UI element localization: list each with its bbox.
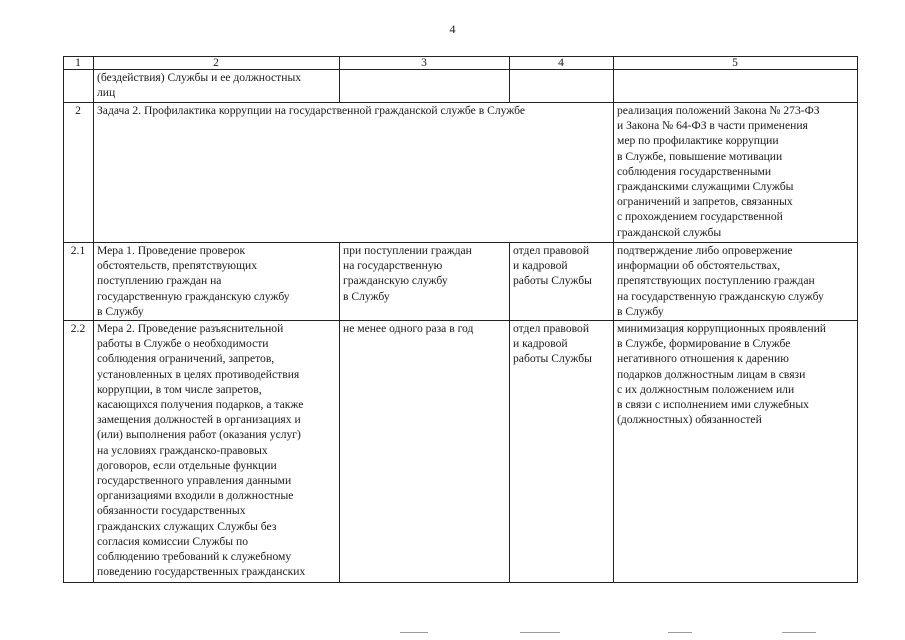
result-cell xyxy=(614,70,858,103)
cell-line: лиц xyxy=(97,86,116,100)
cell-line: касающихся получения подарков, а также xyxy=(97,398,304,412)
header-row xyxy=(64,57,858,70)
cell-line: поступлению граждан на xyxy=(97,274,222,288)
cell-line: реализация положений Закона № 273-ФЗ xyxy=(617,104,820,117)
cell-line: при поступлении граждан xyxy=(343,244,472,257)
scan-mark xyxy=(520,632,560,633)
task-cell: Задача 2. Профилактика коррупции на государственной гражданской службе в Службе xyxy=(94,103,614,243)
cell-line: на условиях гражданско-правовых xyxy=(97,443,268,457)
cell-line: Мера 2. Проведение разъяснительной xyxy=(97,322,284,335)
cell-line: подтверждение либо опровержение xyxy=(617,244,793,257)
measure-cell xyxy=(94,70,340,103)
cell-line: соблюдения государственными xyxy=(617,164,772,178)
cell-line: не менее одного раза в год xyxy=(343,322,474,335)
cell-line: гражданскую службу xyxy=(343,274,448,288)
cell-line: (должностных) обязанностей xyxy=(617,413,762,427)
table-row xyxy=(64,321,858,583)
result-cell xyxy=(614,243,858,321)
cell-line: (бездействия) Службы и ее должностных xyxy=(97,71,302,84)
executor-cell xyxy=(510,321,614,583)
row-number: 2 xyxy=(64,103,94,243)
cell-line: подарков должностным лицам в связи xyxy=(617,367,806,381)
result-cell xyxy=(614,321,858,583)
cell-line: обязанности государственных xyxy=(97,504,246,518)
cell-line: в Службу xyxy=(97,304,144,318)
cell-line: гражданской службы xyxy=(617,225,722,239)
cell-line: и Закона № 64-ФЗ в части применения xyxy=(617,119,808,133)
cell-line: негативного отношения к дарению xyxy=(617,352,789,366)
result-cell xyxy=(614,103,858,243)
cell-line: мер по профилактике коррупции xyxy=(617,134,779,148)
executor-cell xyxy=(510,243,614,321)
cell-line: информации об обстоятельствах, xyxy=(617,259,781,273)
table-row xyxy=(64,243,858,321)
cell-line: в Службу xyxy=(343,289,390,303)
cell-line: обстоятельств, препятствующих xyxy=(97,259,258,273)
cell-line: (или) выполнения работ (оказания услуг) xyxy=(97,428,301,442)
cell-line: коррупции, в том числе запретов, xyxy=(97,382,262,396)
cell-line: соблюдению требований к служебному xyxy=(97,550,292,564)
cell-line: поведению государственных гражданских xyxy=(97,565,306,579)
cell-line: договоров, если отдельные функции xyxy=(97,458,277,472)
cell-line: ограничений и запретов, связанных xyxy=(617,195,793,209)
header-col-5: 5 xyxy=(614,57,858,70)
measure-cell xyxy=(94,243,340,321)
measures-table xyxy=(63,56,858,583)
cell-line: на государственную xyxy=(343,259,443,273)
row-number: 2.2 xyxy=(64,321,94,583)
cell-line: Мера 1. Проведение проверок xyxy=(97,244,246,257)
measure-cell xyxy=(94,321,340,583)
cell-line: установленных в целях противодействия xyxy=(97,367,300,381)
cell-line: в Службе, повышение мотивации xyxy=(617,149,783,163)
cell-line: и кадровой xyxy=(513,259,568,273)
cell-line: гражданскими служащими Службы xyxy=(617,180,794,194)
scan-mark xyxy=(400,632,428,633)
table-row xyxy=(64,103,858,243)
deadline-cell xyxy=(340,243,510,321)
deadline-cell xyxy=(340,321,510,583)
cell-line: отдел правовой xyxy=(513,322,590,335)
scan-mark xyxy=(782,632,816,633)
cell-line: государственного управления данными xyxy=(97,474,292,488)
header-col-1: 1 xyxy=(64,57,94,70)
scan-mark xyxy=(668,632,692,633)
executor-cell xyxy=(510,70,614,103)
row-number xyxy=(64,70,94,103)
cell-line: согласия комиссии Службы по xyxy=(97,534,248,548)
table-row xyxy=(64,70,858,103)
row-number: 2.1 xyxy=(64,243,94,321)
cell-line: с прохождением государственной xyxy=(617,210,783,224)
cell-line: государственную гражданскую службу xyxy=(97,289,290,303)
header-col-4: 4 xyxy=(510,57,614,70)
page-number: 4 xyxy=(449,22,456,36)
cell-line: на государственную гражданскую службу xyxy=(617,289,824,303)
cell-line: гражданских служащих Службы без xyxy=(97,519,277,533)
cell-line: соблюдения ограничений, запретов, xyxy=(97,352,275,366)
header-col-3: 3 xyxy=(340,57,510,70)
cell-line: препятствующих поступлению граждан xyxy=(617,274,815,288)
cell-line: отдел правовой xyxy=(513,244,590,257)
cell-line: и кадровой xyxy=(513,337,568,351)
cell-line: организациями входили в должностные xyxy=(97,489,294,503)
cell-line: в связи с исполнением ими служебных xyxy=(617,398,809,412)
header-col-2: 2 xyxy=(94,57,340,70)
cell-line: замещения должностей в организациях и xyxy=(97,413,301,427)
cell-line: работы в Службе о необходимости xyxy=(97,337,269,351)
cell-line: работы Службы xyxy=(513,274,592,288)
cell-line: в Службе, формирование в Службе xyxy=(617,337,791,351)
cell-line: работы Службы xyxy=(513,352,592,366)
cell-line: в Службу xyxy=(617,304,664,318)
cell-line: минимизация коррупционных проявлений xyxy=(617,322,827,335)
deadline-cell xyxy=(340,70,510,103)
cell-line: с их должностным положением или xyxy=(617,382,795,396)
